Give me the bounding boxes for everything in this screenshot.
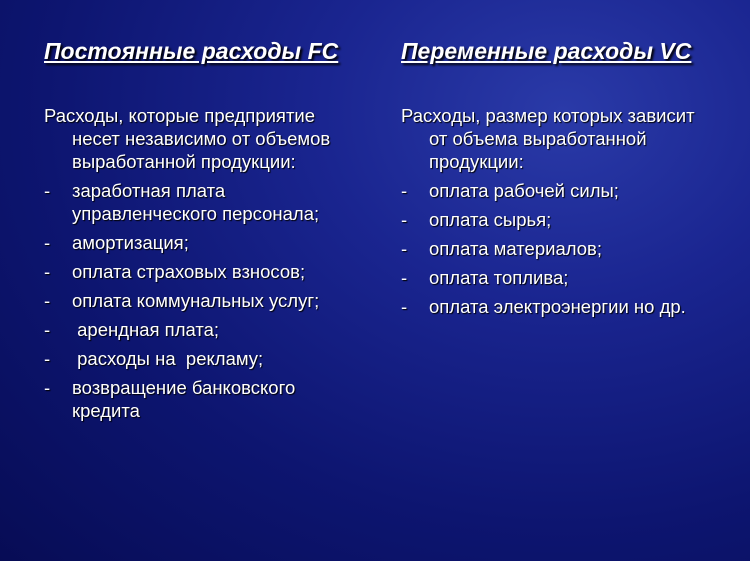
list-item xyxy=(44,260,364,283)
fixed-costs-intro: Расходы, которые предприятие несет независимо от объемов выработанной продукции: xyxy=(44,105,331,172)
list-item xyxy=(44,376,364,422)
item-text: заработная плата управленческого персонала; xyxy=(72,180,320,224)
variable-costs-list xyxy=(401,179,741,318)
dash: - xyxy=(44,180,51,201)
list-item xyxy=(401,179,741,202)
dash: - xyxy=(401,180,408,201)
item-text: оплата рабочей силы; xyxy=(429,180,619,201)
dash: - xyxy=(44,377,51,398)
list-item xyxy=(44,289,364,312)
item-text: оплата коммунальных услуг; xyxy=(72,290,320,311)
dash: - xyxy=(401,296,408,317)
dash: - xyxy=(44,348,51,369)
variable-costs-title: Переменные расходы VC xyxy=(401,38,692,64)
list-item xyxy=(401,237,741,260)
item-text: оплата материалов; xyxy=(429,238,603,259)
dash: - xyxy=(44,232,51,253)
dash: - xyxy=(401,238,408,259)
list-item xyxy=(44,347,364,370)
item-text: оплата страховых взносов; xyxy=(72,261,306,282)
fixed-costs-list xyxy=(44,179,364,422)
list-item xyxy=(44,179,364,225)
item-text: расходы на рекламу; xyxy=(72,348,264,369)
item-text: оплата электроэнергии но др. xyxy=(429,296,686,317)
item-text: оплата топлива; xyxy=(429,267,569,288)
list-item xyxy=(401,208,741,231)
fixed-costs-title: Постоянные расходы FC xyxy=(44,38,339,64)
variable-costs-column xyxy=(401,36,741,318)
item-text: амортизация; xyxy=(72,232,189,253)
list-item xyxy=(401,295,699,318)
item-text: оплата сырья; xyxy=(429,209,552,230)
list-item xyxy=(44,318,364,341)
fixed-costs-column xyxy=(44,36,364,422)
list-item xyxy=(44,231,364,254)
dash: - xyxy=(44,290,51,311)
item-text: арендная плата; xyxy=(72,319,220,340)
dash: - xyxy=(44,261,51,282)
dash: - xyxy=(401,267,408,288)
dash: - xyxy=(44,319,51,340)
dash: - xyxy=(401,209,408,230)
variable-costs-intro: Расходы, размер которых зависит от объема выработанной продукции: xyxy=(401,105,695,172)
list-item xyxy=(401,266,741,289)
item-text: возвращение банковского кредита xyxy=(72,377,296,421)
